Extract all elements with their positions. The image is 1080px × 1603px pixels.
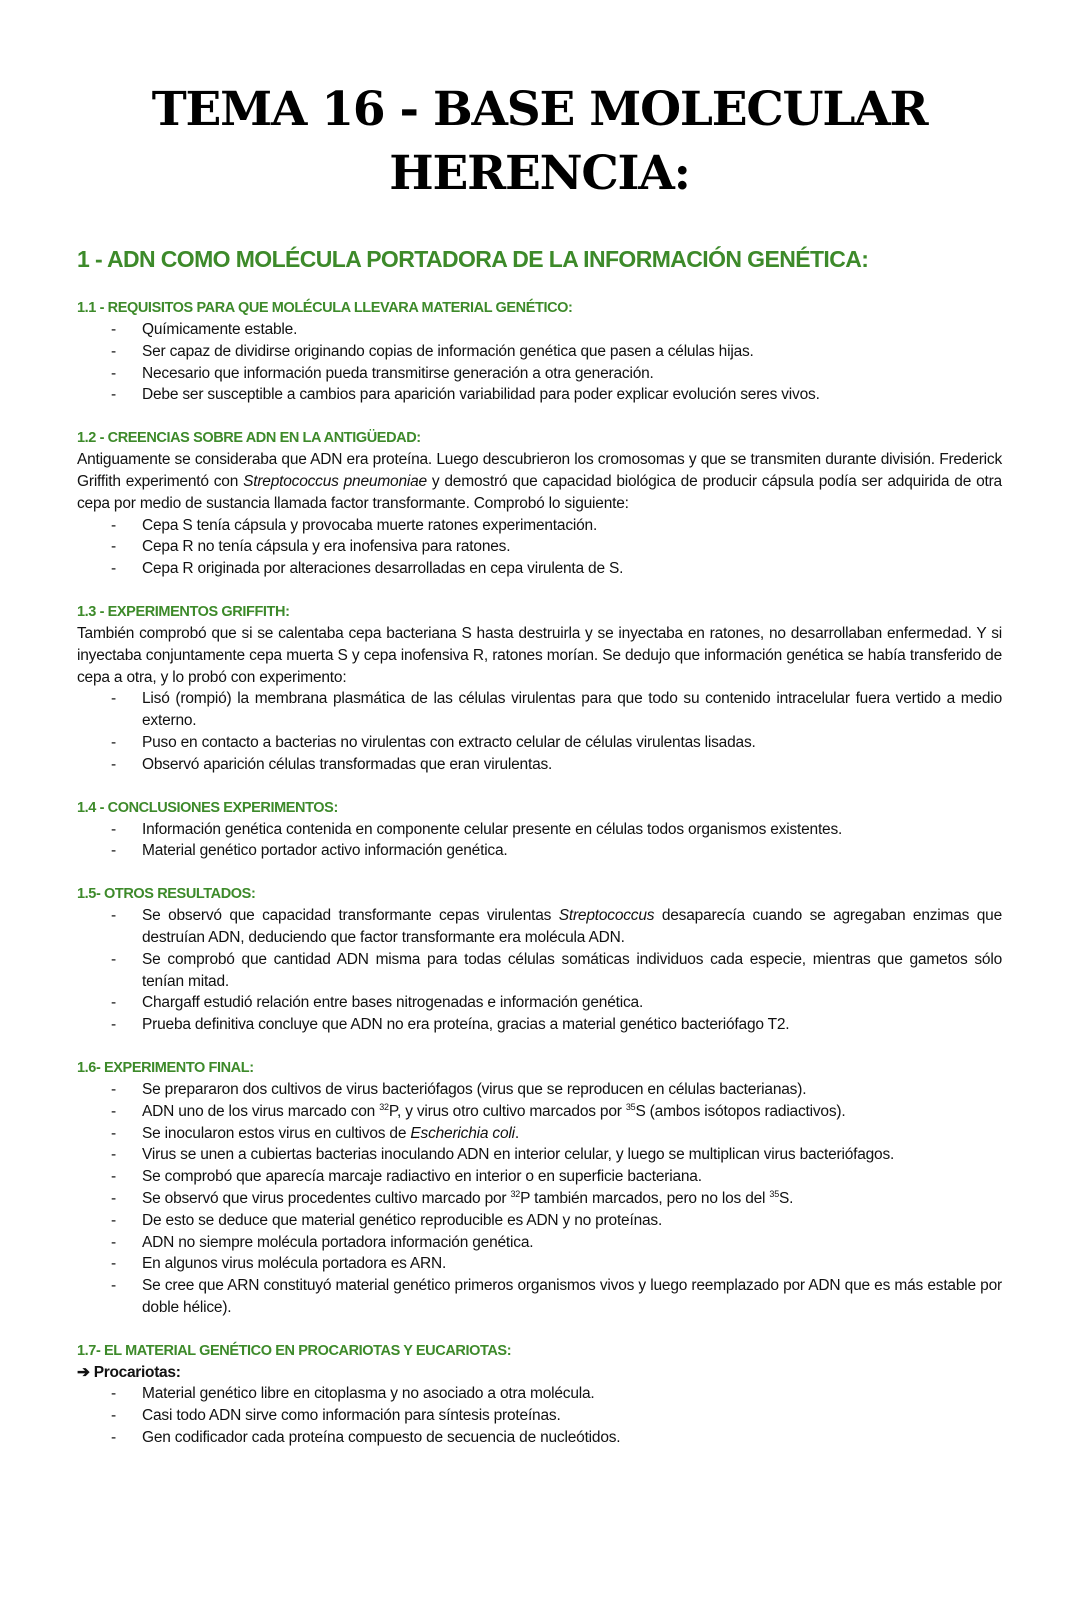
list-item: - Químicamente estable. bbox=[77, 319, 1002, 341]
dash-bullet: - bbox=[111, 820, 116, 838]
subsection-heading-1-6: 1.6- EXPERIMENTO FINAL: bbox=[77, 1059, 254, 1076]
isotope-superscript: 32 bbox=[510, 1188, 521, 1199]
list-item: - Virus se unen a cubiertas bacterias inoculando ADN en interior celular, y luego se multiplican virus bacteriófagos. bbox=[77, 1144, 1002, 1166]
subsection-heading-1-5: 1.5- OTROS RESULTADOS: bbox=[77, 886, 256, 903]
dash-bullet: - bbox=[111, 364, 116, 382]
subsection-heading-1-7: 1.7- EL MATERIAL GENÉTICO EN PROCARIOTAS Y EUCARIOTAS: bbox=[77, 1342, 512, 1359]
dash-bullet: - bbox=[111, 1233, 116, 1251]
procariotas-heading: ➔ Procariotas: bbox=[77, 1363, 181, 1381]
list-item: - Lisó (rompió) la membrana plasmática de las células virulentas para que todo su contenido intracelular fuera vertido a medio externo. bbox=[111, 690, 1002, 730]
list-item: - Se observó que capacidad transformante cepas virulentas Streptococcus desaparecía cuando se agregaban enzimas que destruían ADN, deduciendo que factor transformante era molécula ADN. bbox=[111, 907, 1002, 946]
list-item: - ADN uno de los virus marcado con $^{32}$P, y virus otro cultivo marcados por $^{35}$S (ambos isótopos radiactivos). bbox=[77, 1101, 1002, 1123]
list-item: - Se comprobó que aparecía marcaje radiactivo en interior o en superficie bacteriana. bbox=[77, 1166, 1002, 1188]
conclusions-list bbox=[77, 819, 1002, 863]
dash-bullet: - bbox=[111, 733, 116, 751]
dash-bullet: - bbox=[111, 516, 116, 534]
list-item: - Material genético libre en citoplasma y no asociado a otra molécula. bbox=[77, 1383, 1002, 1405]
list-item: - Información genética contenida en componente celular presente en células todos organismos existentes. bbox=[77, 819, 1002, 841]
list-item: - Cepa R no tenía cápsula y era inofensiva para ratones. bbox=[77, 536, 1002, 558]
paragraph-beliefs: Antiguamente se consideraba que ADN era proteína. Luego descubrieron los cromosomas y que se transmiten durante división. Frederick Griffith experimentó con Streptococcus pneumoniae y demostró que capacidad biológica de producir cápsula podía ser adquirida de otra cepa por medio de sustancia llamada factor transformante. Comprobó lo siguiente: bbox=[77, 451, 1002, 512]
species-name: Streptococcus pneumoniae bbox=[243, 472, 427, 490]
dash-bullet: - bbox=[111, 1429, 116, 1447]
dash-bullet: - bbox=[111, 1277, 116, 1295]
griffith-findings-list bbox=[77, 515, 1002, 580]
list-item: - Necesario que información pueda transmitirse generación a otra generación. bbox=[77, 363, 1002, 385]
list-item: - Prueba definitiva concluye que ADN no era proteína, gracias a material genético bacteriófago T2. bbox=[77, 1014, 1002, 1036]
list-item: - Se observó que virus procedentes cultivo marcado por $^{32}$P también marcados, pero no los del $^{35}$S. bbox=[77, 1188, 1002, 1210]
dash-bullet: - bbox=[111, 907, 116, 925]
list-item: - Se cree que ARN constituyó material genético primeros organismos vivos y luego reemplazado por ADN que es más estable por doble hélice). bbox=[111, 1277, 1002, 1316]
list-item: - Ser capaz de dividirse originando copias de información genética que pasen a células hijas. bbox=[77, 341, 1002, 363]
document-page bbox=[0, 78, 1080, 1449]
procariotas-list bbox=[77, 1383, 1002, 1448]
list-item: - De esto se deduce que material genético reproducible es ADN y no proteínas. bbox=[77, 1210, 1002, 1232]
list-item: - Se prepararon dos cultivos de virus bacteriófagos (virus que se reproducen en células bacterianas). bbox=[77, 1079, 1002, 1101]
requirements-list bbox=[77, 319, 1002, 406]
dash-bullet: - bbox=[111, 1255, 116, 1273]
list-item: - Cepa S tenía cápsula y provocaba muerte ratones experimentación. bbox=[77, 515, 1002, 537]
list-item: - Se inocularon estos virus en cultivos de Escherichia coli. bbox=[77, 1123, 1002, 1145]
dash-bullet: - bbox=[111, 1168, 116, 1186]
section-heading: 1 - ADN COMO MOLÉCULA PORTADORA DE LA INFORMACIÓN GENÉTICA: bbox=[77, 246, 869, 272]
paragraph-griffith: También comprobó que si se calentaba cepa bacteriana S hasta destruirla y se inyectaba en ratones, no desarrollaban enfermedad. Y si inyectaba conjuntamente cepa muerta S y cepa inofensiva R, ratones morían. Se dedujo que información genética se había transferido de cepa a otra, y lo probó con experimento: bbox=[77, 624, 1002, 686]
isotope-superscript: 35 bbox=[769, 1188, 780, 1199]
list-item: - Gen codificador cada proteína compuesto de secuencia de nucleótidos. bbox=[77, 1427, 1002, 1449]
other-results-list bbox=[77, 905, 1002, 1036]
dash-bullet: - bbox=[111, 994, 116, 1012]
list-item: - En algunos virus molécula portadora es ARN. bbox=[77, 1253, 1002, 1275]
dash-bullet: - bbox=[111, 1146, 116, 1164]
dash-bullet: - bbox=[111, 538, 116, 556]
subsection-heading-1-3: 1.3 - EXPERIMENTOS GRIFFITH: bbox=[77, 603, 290, 620]
dash-bullet: - bbox=[111, 1385, 116, 1403]
list-item: - ADN no siempre molécula portadora información genética. bbox=[77, 1232, 1002, 1254]
subsection-heading-1-2: 1.2 - CREENCIAS SOBRE ADN EN LA ANTIGÜEDAD: bbox=[77, 430, 421, 447]
dash-bullet: - bbox=[111, 560, 116, 578]
list-item: - Material genético portador activo información genética. bbox=[77, 840, 1002, 862]
dash-bullet: - bbox=[111, 842, 116, 860]
list-item: - Se comprobó que cantidad ADN misma para todas células somáticas individuos cada especie, mientras que gametos sólo tenían mitad. bbox=[111, 950, 1002, 990]
dash-bullet: - bbox=[111, 342, 116, 360]
dash-bullet: - bbox=[111, 1189, 116, 1207]
list-item: - Casi todo ADN sirve como información para síntesis proteínas. bbox=[77, 1405, 1002, 1427]
dash-bullet: - bbox=[111, 755, 116, 773]
dash-bullet: - bbox=[111, 1211, 116, 1229]
dash-bullet: - bbox=[111, 321, 116, 338]
species-name: Streptococcus bbox=[558, 907, 655, 925]
dash-bullet: - bbox=[111, 950, 116, 968]
page-title: TEMA 16 - BASE MOLECULAR HERENCIA: bbox=[151, 82, 928, 201]
list-item: - Puso en contacto a bacterias no virulentas con extracto celular de células virulentas lisadas. bbox=[77, 732, 1002, 754]
dash-bullet: - bbox=[111, 1124, 116, 1142]
subsection-heading-1-1: 1.1 - REQUISITOS PARA QUE MOLÉCULA LLEVARA MATERIAL GENÉTICO: bbox=[77, 300, 573, 316]
species-name: Escherichia coli bbox=[410, 1124, 515, 1142]
dash-bullet: - bbox=[111, 1016, 116, 1034]
dash-bullet: - bbox=[111, 1407, 116, 1425]
dash-bullet: - bbox=[111, 690, 116, 708]
arrow-icon: ➔ bbox=[77, 1363, 90, 1381]
list-item: - Cepa R originada por alteraciones desarrolladas en cepa virulenta de S. bbox=[77, 558, 1002, 580]
list-item: - Observó aparición células transformadas que eran virulentas. bbox=[77, 754, 1002, 776]
dash-bullet: - bbox=[111, 1080, 116, 1098]
dash-bullet: - bbox=[111, 1102, 116, 1120]
isotope-superscript: 35 bbox=[625, 1101, 636, 1112]
list-item: - Debe ser susceptible a cambios para aparición variabilidad para poder explicar evolución seres vivos. bbox=[77, 384, 1002, 406]
list-item: - Chargaff estudió relación entre bases nitrogenadas e información genética. bbox=[77, 992, 1002, 1014]
isotope-superscript: 32 bbox=[379, 1101, 389, 1112]
subsection-heading-1-4: 1.4 - CONCLUSIONES EXPERIMENTOS: bbox=[77, 799, 338, 816]
experiment-steps-list bbox=[77, 688, 1002, 775]
final-experiment-list bbox=[77, 1079, 1002, 1319]
dash-bullet: - bbox=[111, 386, 116, 404]
